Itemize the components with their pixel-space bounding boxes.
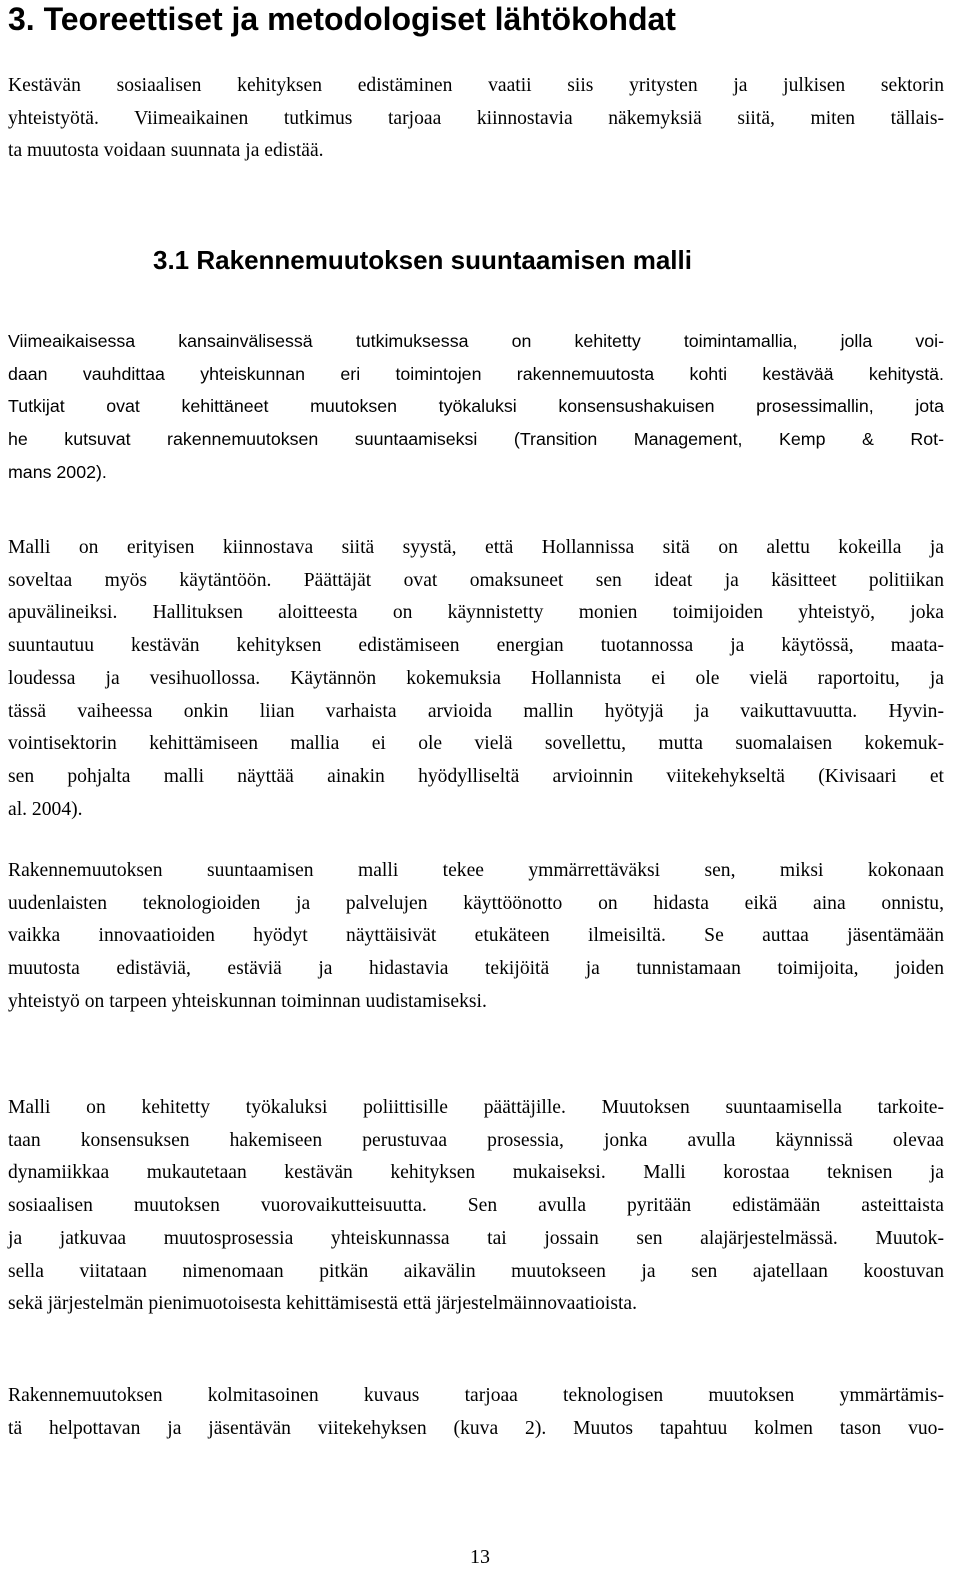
text-line: Malli on erityisen kiinnostava siitä syystä, että Hollannissa sitä on alettu kokeilla ja (8, 537, 944, 558)
text-line: ta muutosta voidaan suunnata ja edistää. (8, 140, 324, 162)
body-paragraph-4 (8, 1092, 944, 1321)
chapter-heading: 3. Teoreettiset ja metodologiset lähtökohdat (8, 1, 676, 37)
text-line: Rakennemuutoksen kolmitasoinen kuvaus tarjoaa teknologisen muutoksen ymmärtämis- (8, 1385, 944, 1406)
text-line: yhteistyö on tarpeen yhteiskunnan toiminnan uudistamiseksi. (8, 990, 487, 1012)
body-paragraph-3 (8, 855, 944, 1019)
text-line: al. 2004). (8, 798, 83, 820)
text-line: vaikka innovaatioiden hyödyt näyttäisivät etukäteen ilmeisiltä. Se auttaa jäsentämään (8, 925, 944, 947)
page-number: 13 (470, 1546, 490, 1568)
text-line: yhteistyötä. Viimeaikainen tutkimus tarjoaa kiinnostavia näkemyksiä siitä, miten tällais- (8, 107, 944, 129)
text-line: vointisektorin kehittämiseen mallia ei ole vielä sovellettu, mutta suomalaisen kokemuk- (8, 733, 944, 755)
text-line: uudenlaisten teknologioiden ja palvelujen käyttöönotto on hidasta eikä aina onnistu, (8, 892, 944, 914)
text-line: taan konsensuksen hakemiseen perustuvaa prosessia, jonka avulla käynnissä olevaa (8, 1129, 944, 1151)
text-line: tässä vaiheessa onkin liian varhaista arvioida mallin hyötyjä ja vaikuttavuutta. Hyvin- (8, 700, 944, 722)
text-line: dynamiikkaa mukautetaan kestävän kehityksen mukaiseksi. Malli korostaa teknisen ja (8, 1162, 944, 1184)
text-line: daan vauhdittaa yhteiskunnan eri toimintojen rakennemuutosta kohti kestävää kehitystä. (8, 363, 944, 384)
text-line: Tutkijat ovat kehittäneet muutoksen työkaluksi konsensushakuisen prosessimallin, jota (8, 396, 944, 417)
text-line: loudessa ja vesihuollossa. Käytännön kokemuksia Hollannista ei ole vielä raportoitu, ja (8, 667, 944, 689)
intro-paragraph (8, 70, 944, 168)
text-line: Rakennemuutoksen suuntaamisen malli tekee ymmärrettäväksi sen, miksi kokonaan (8, 860, 944, 881)
section-heading: 3.1 Rakennemuutoksen suuntaamisen malli (153, 245, 692, 275)
text-line: suuntautuu kestävän kehityksen edistämiseen energian tuotannossa ja käytössä, maata- (8, 635, 944, 657)
text-line: ja jatkuvaa muutosprosessia yhteiskunnassa tai jossain sen alajärjestelmässä. Muutok- (8, 1227, 944, 1249)
text-line: Malli on kehitetty työkaluksi poliittisille päättäjille. Muutoksen suuntaamisella tarkoite- (8, 1097, 944, 1118)
body-paragraph-2 (8, 532, 944, 826)
body-paragraph-1 (8, 325, 944, 489)
text-line: apuvälineiksi. Hallituksen aloitteesta on käynnistetty monien toimijoiden yhteistyö, joka (8, 602, 944, 624)
text-line: soveltaa myös käytäntöön. Päättäjät ovat omaksuneet sen ideat ja käsitteet politiikan (8, 569, 944, 591)
text-line: Kestävän sosiaalisen kehityksen edistäminen vaatii siis yritysten ja julkisen sektorin (8, 75, 944, 96)
text-line: he kutsuvat rakennemuutoksen suuntaamiseksi (Transition Management, Kemp & Rot- (8, 429, 944, 450)
text-line: sella viitataan nimenomaan pitkän aikavälin muutokseen ja sen ajatellaan koostuvan (8, 1260, 944, 1282)
text-line: sekä järjestelmän pienimuotoisesta kehittämisestä että järjestelmäinnovaatioista. (8, 1293, 637, 1315)
text-line: sen pohjalta malli näyttää ainakin hyödylliseltä arvioinnin viitekehykseltä (Kivisaari et (8, 765, 944, 787)
text-line: mans 2002). (8, 461, 107, 482)
body-paragraph-5 (8, 1380, 944, 1445)
text-line: Viimeaikaisessa kansainvälisessä tutkimuksessa on kehitetty toimintamallia, jolla voi- (8, 331, 944, 351)
text-line: tä helpottavan ja jäsentävän viitekehyksen (kuva 2). Muutos tapahtuu kolmen tason vuo- (8, 1417, 944, 1439)
text-line: sosiaalisen muutoksen vuorovaikutteisuutta. Sen avulla pyritään edistämään asteittaista (8, 1195, 944, 1217)
text-line: muutosta edistäviä, estäviä ja hidastavia tekijöitä ja tunnistamaan toimijoita, joiden (8, 958, 944, 980)
